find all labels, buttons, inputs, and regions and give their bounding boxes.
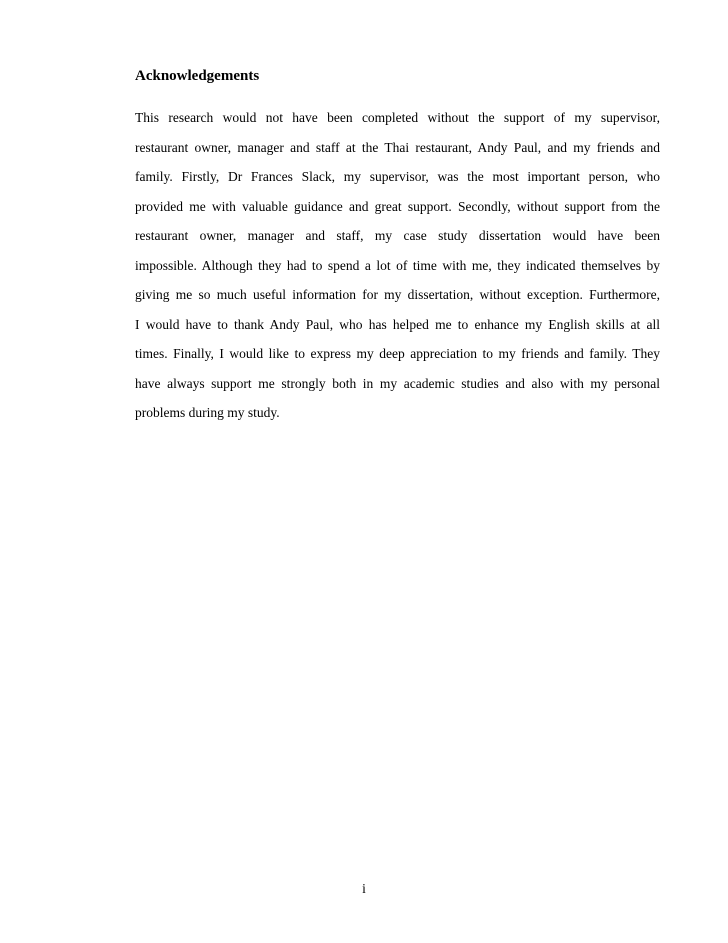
page-number: i xyxy=(362,881,366,896)
paragraph-line: have always support me strongly both in my academic studies and also with my personal xyxy=(135,375,660,391)
paragraph-line: giving me so much useful information for my dissertation, without exception. Furthermore, xyxy=(135,287,660,302)
paragraph-line: I would have to thank Andy Paul, who has helped me to enhance my English skills at all xyxy=(135,316,660,332)
acknowledgements-paragraph xyxy=(135,103,660,428)
paragraph-line: problems during my study. xyxy=(135,405,280,420)
paragraph-line: impossible. Although they had to spend a lot of time with me, they indicated themselves by xyxy=(135,257,660,273)
page-heading: Acknowledgements xyxy=(135,68,260,84)
paragraph-line: times. Finally, I would like to express my deep appreciation to my friends and family. They xyxy=(135,346,660,361)
paragraph-line: provided me with valuable guidance and great support. Secondly, without support from the xyxy=(135,198,660,214)
paragraph-line: This research would not have been completed without the support of my supervisor, xyxy=(135,110,660,125)
paragraph-line: restaurant owner, manager and staff, my case study dissertation would have been xyxy=(135,228,660,243)
paragraph-line: family. Firstly, Dr Frances Slack, my supervisor, was the most important person, who xyxy=(135,169,660,184)
paragraph-line: restaurant owner, manager and staff at the Thai restaurant, Andy Paul, and my friends and xyxy=(135,139,660,155)
